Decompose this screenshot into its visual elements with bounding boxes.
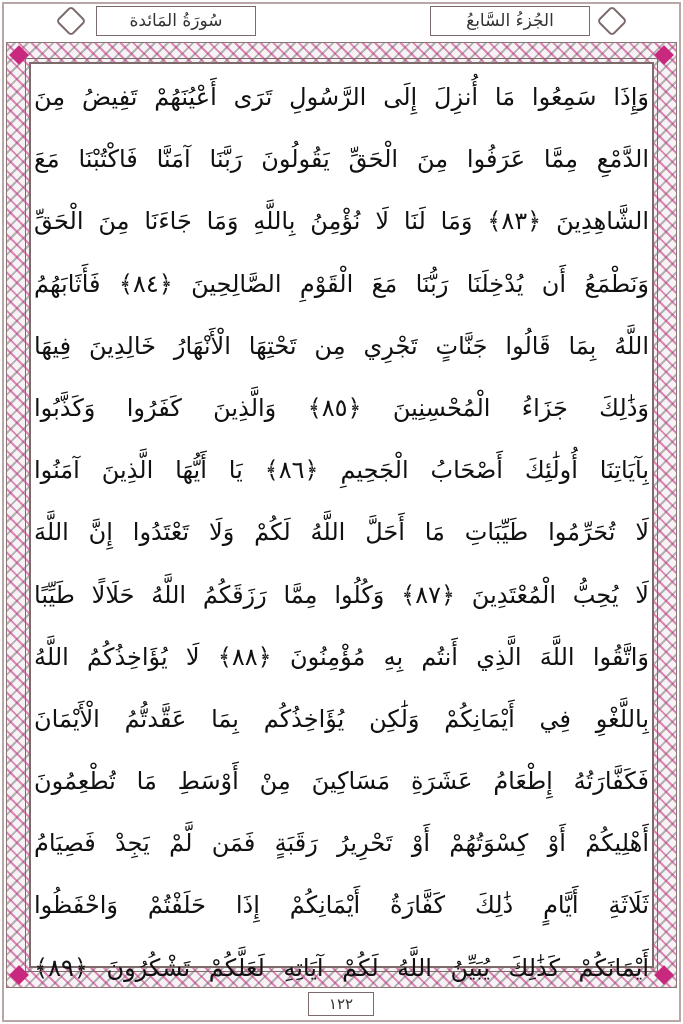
verse-line: أَهْلِيكُمْ أَوْ كِسْوَتُهُمْ أَوْ تَحْرِيرُ رَقَبَةٍ فَمَن لَّمْ يَجِدْ فَصِيَامُ	[34, 829, 649, 858]
verse-line: لَا تُحَرِّمُوا طَيِّبَاتِ مَا أَحَلَّ اللَّهُ لَكُمْ وَلَا تَعْتَدُوا إِنَّ اللَّهَ	[34, 518, 649, 547]
verse-line: اللَّهُ بِمَا قَالُوا جَنَّاتٍ تَجْرِي مِن تَحْتِهَا الْأَنْهَارُ خَالِدِينَ فِيهَا	[34, 331, 649, 360]
surah-name-header	[96, 6, 256, 36]
verse-line: ثَلَاثَةِ أَيَّامٍ ذَٰلِكَ كَفَّارَةُ أَيْمَانِكُمْ إِذَا حَلَفْتُمْ وَاحْفَظُوا	[34, 891, 649, 920]
surah-name-text: سُورَةُ المَائدة	[129, 11, 223, 31]
verse-line: وَذَٰلِكَ جَزَاءُ الْمُحْسِنِينَ ﴿٨٥﴾ وَالَّذِينَ كَفَرُوا وَكَذَّبُوا	[34, 393, 649, 422]
verse-line: أَيْمَانَكُمْ كَذَٰلِكَ يُبَيِّنُ اللَّهُ لَكُمْ آيَاتِهِ لَعَلَّكُمْ تَشْكُرُونَ ﴿٨٩﴾	[34, 953, 649, 982]
verse-line: بِآيَاتِنَا أُولَٰئِكَ أَصْحَابُ الْجَحِيمِ ﴿٨٦﴾ يَا أَيُّهَا الَّذِينَ آمَنُوا	[34, 456, 649, 485]
verse-lines	[34, 66, 649, 999]
verse-line: الدَّمْعِ مِمَّا عَرَفُوا مِنَ الْحَقِّ يَقُولُونَ رَبَّنَا آمَنَّا فَاكْتُبْنَا مَعَ	[34, 145, 649, 174]
page-number-box	[308, 992, 374, 1016]
verse-line: وَإِذَا سَمِعُوا مَا أُنزِلَ إِلَى الرَّسُولِ تَرَى أَعْيُنَهُمْ تَفِيضُ مِنَ	[34, 83, 649, 111]
juz-name-text: الجُزءُ السَّابعُ	[466, 11, 554, 31]
juz-name-header	[430, 6, 590, 36]
page-number: ١٢٢	[328, 995, 354, 1013]
verse-line: بِاللَّغْوِ فِي أَيْمَانِكُمْ وَلَٰكِن يُؤَاخِذُكُم بِمَا عَقَّدتُّمُ الْأَيْمَانَ	[34, 704, 649, 733]
verse-line: فَكَفَّارَتُهُ إِطْعَامُ عَشَرَةِ مَسَاكِينَ مِنْ أَوْسَطِ مَا تُطْعِمُونَ	[34, 767, 649, 796]
verse-line: وَنَطْمَعُ أَن يُدْخِلَنَا رَبُّنَا مَعَ الْقَوْمِ الصَّالِحِينَ ﴿٨٤﴾ فَأَثَابَهُمُ	[34, 269, 649, 298]
verse-line: وَاتَّقُوا اللَّهَ الَّذِي أَنتُم بِهِ مُؤْمِنُونَ ﴿٨٨﴾ لَا يُؤَاخِذُكُمُ اللَّهُ	[34, 642, 649, 671]
verse-line: الشَّاهِدِينَ ﴿٨٣﴾ وَمَا لَنَا لَا نُؤْمِنُ بِاللَّهِ وَمَا جَاءَنَا مِنَ الْحَقِّ	[34, 207, 649, 236]
verse-line: لَا يُحِبُّ الْمُعْتَدِينَ ﴿٨٧﴾ وَكُلُوا مِمَّا رَزَقَكُمُ اللَّهُ حَلَالًا طَيِّبًا	[34, 580, 649, 609]
